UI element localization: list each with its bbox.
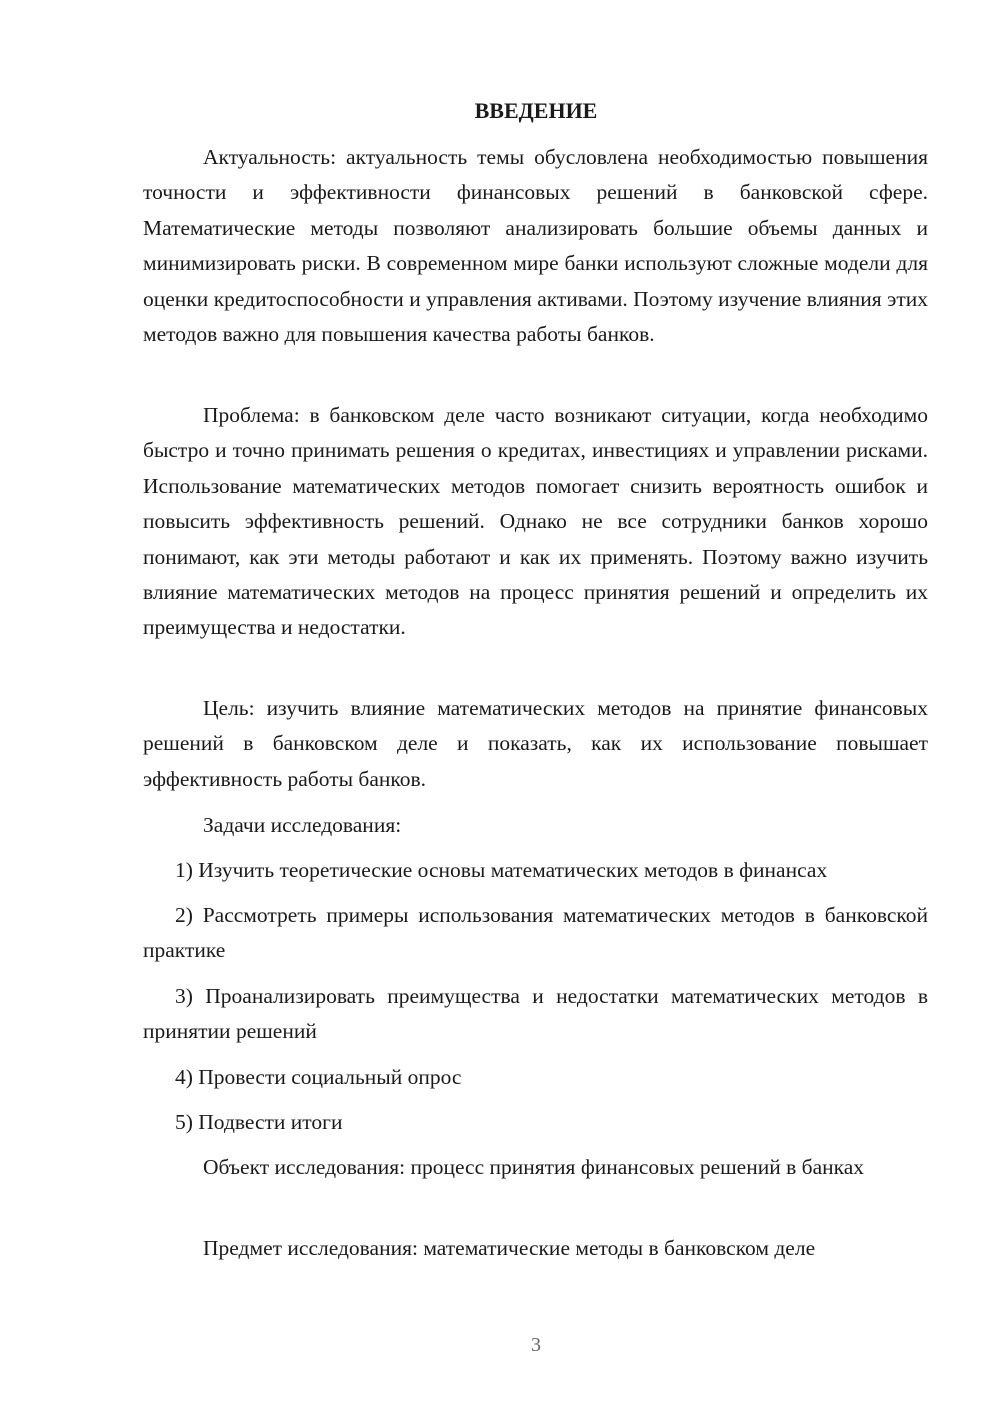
list-item-task-2: 2) Рассмотреть примеры использования математических методов в банковской практике	[143, 903, 928, 963]
list-item-task-1: 1) Изучить теоретические основы математических методов в финансах	[175, 858, 828, 882]
paragraph-subject: Предмет исследования: математические методы в банковском деле	[203, 1236, 816, 1260]
tasks-title: Задачи исследования:	[203, 813, 402, 837]
list-item-task-3: 3) Проанализировать преимущества и недостатки математических методов в принятии решений	[143, 984, 928, 1044]
list-item-task-5: 5) Подвести итоги	[175, 1110, 343, 1134]
paragraph-goal: Цель: изучить влияние математических методов на принятие финансовых решений в банковском деле и показать, как их использование повышает эффективность работы банков.	[143, 696, 928, 791]
paragraph-object: Объект исследования: процесс принятия финансовых решений в банках	[203, 1155, 865, 1179]
page-number: 3	[531, 1334, 541, 1356]
list-item-task-4: 4) Провести социальный опрос	[175, 1065, 462, 1089]
paragraph-relevance: Актуальность: актуальность темы обусловлена необходимостью повышения точности и эффективности финансовых решений в банковской сфере. Математические методы позволяют анализировать большие объемы данных и минимизировать риски. В современном мире банки используют сложные модели для оценки кредитоспособности и управления активами. Поэтому изучение влияния этих методов важно для повышения качества работы банков.	[143, 145, 928, 347]
section-heading: ВВЕДЕНИЕ	[474, 98, 598, 123]
paragraph-problem: Проблема: в банковском деле часто возникают ситуации, когда необходимо быстро и точно принимать решения о кредитах, инвестициях и управлении рисками. Использование математических методов помогает снизить вероятность ошибок и повысить эффективность решений. Однако не все сотрудники банков хорошо понимают, как эти методы работают и как их применять. Поэтому важно изучить влияние математических методов на процесс принятия решений и определить их преимущества и недостатки.	[143, 403, 928, 640]
